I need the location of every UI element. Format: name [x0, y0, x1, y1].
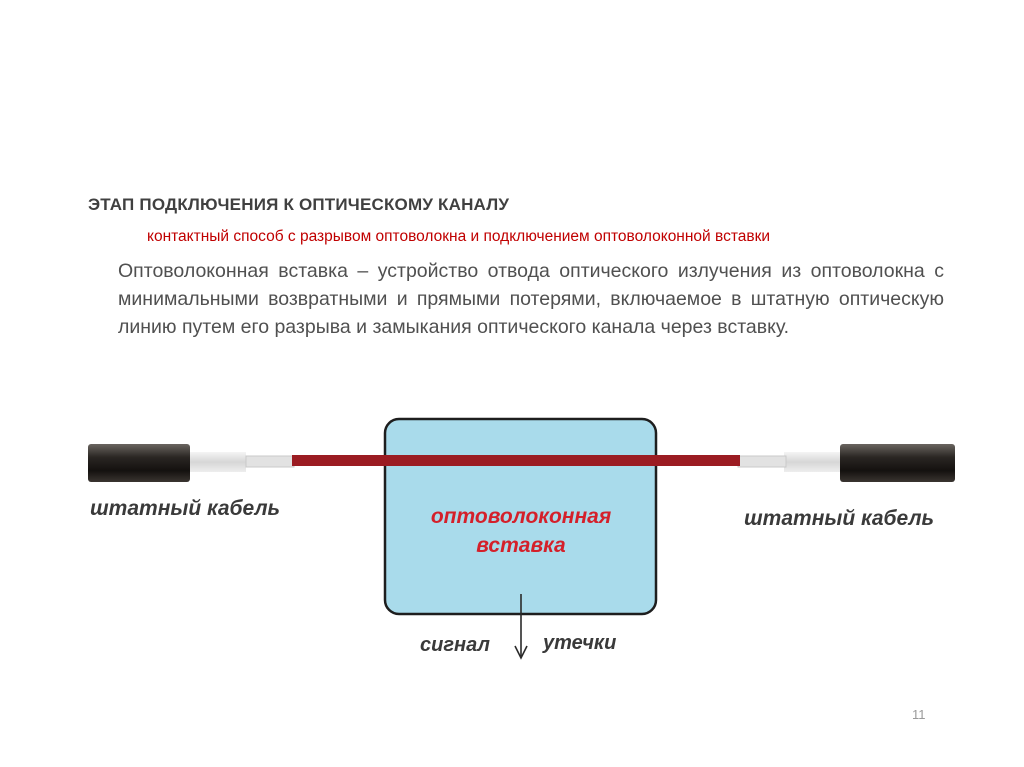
leak-label: утечки	[543, 632, 617, 654]
page-number: 11	[912, 707, 926, 722]
slide-title: ЭТАП ПОДКЛЮЧЕНИЯ К ОПТИЧЕСКОМУ КАНАЛУ	[88, 195, 510, 214]
insert-label-line1: оптоволоконная	[430, 505, 612, 528]
fiber-line	[292, 455, 740, 466]
insert-label	[386, 502, 656, 560]
definition-paragraph: Оптоволоконная вставка – устройство отвода оптического излучения из оптоволокна с минимальными возвратными и прямыми потерями, включаемое в штатную оптическую линию путем его разрыва и замыкания оптического канала через вставку.	[118, 260, 944, 338]
slide-subtitle: контактный способ с разрывом оптоволокна и подключением оптоволоконной вставки	[147, 228, 771, 245]
left-cable	[88, 444, 294, 482]
signal-label: сигнал	[420, 634, 490, 656]
left-cable-label: штатный кабель	[90, 497, 281, 520]
insert-label-line2: вставка	[476, 534, 566, 557]
right-cable	[738, 444, 955, 482]
right-cable-label: штатный кабель	[744, 507, 935, 530]
